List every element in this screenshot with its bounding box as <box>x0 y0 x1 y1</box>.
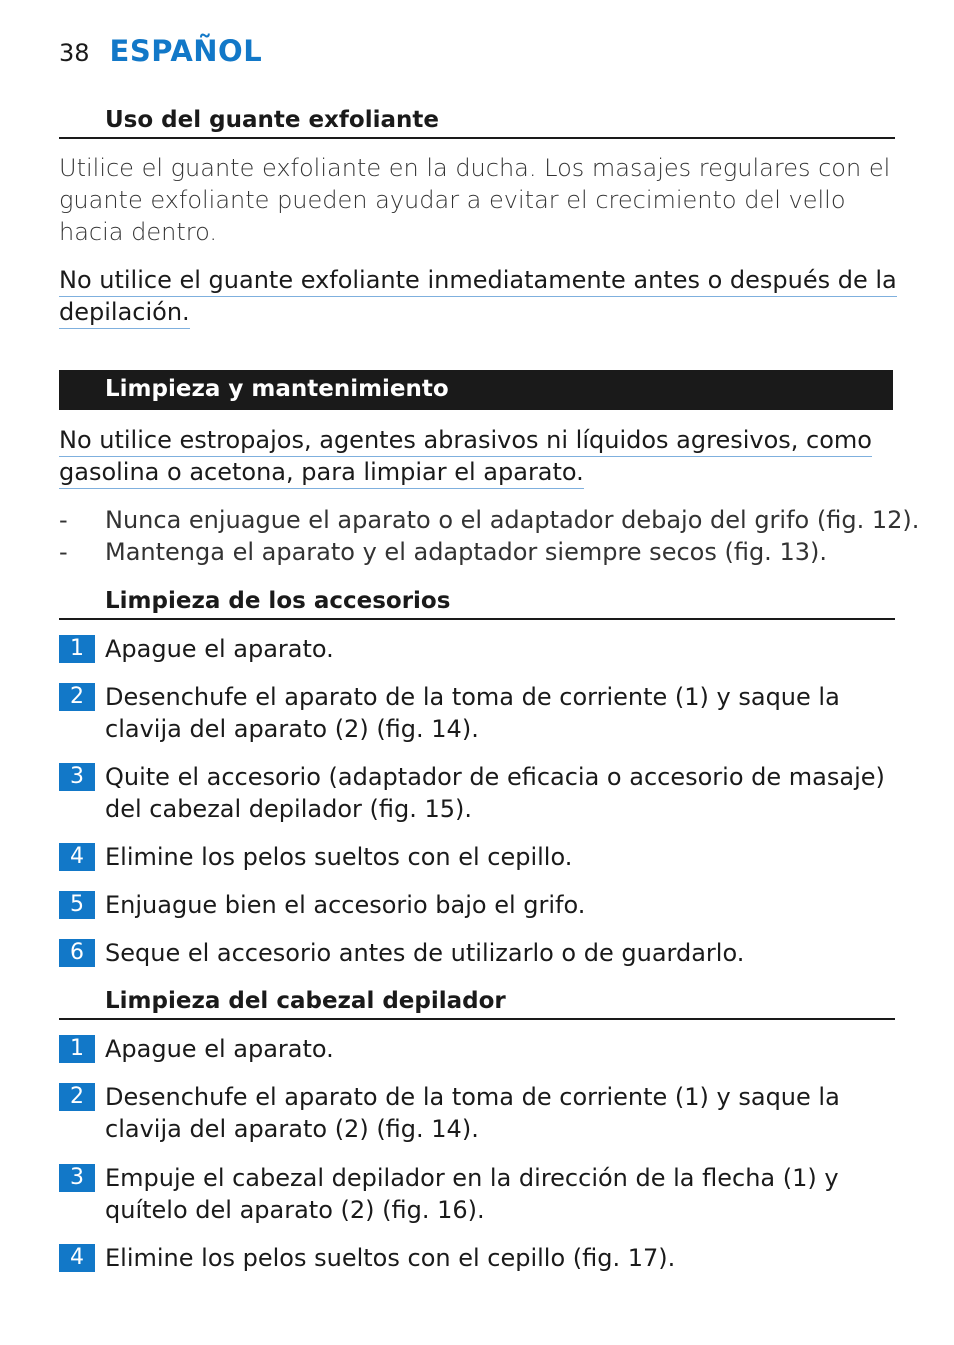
step-number-badge: 2 <box>59 1083 95 1111</box>
step-number-badge: 6 <box>59 939 95 967</box>
glove-heading <box>59 106 895 139</box>
cleaning-section-title: Limpieza y mantenimiento <box>105 376 449 402</box>
step-text: Desenchufe el aparato de la toma de corriente (1) y saque la clavija del aparato (2) (fig. 14). <box>105 683 840 743</box>
step-text: Desenchufe el aparato de la toma de corriente (1) y saque la clavija del aparato (2) (fig. 14). <box>105 1083 840 1143</box>
bullet-text: Mantenga el aparato y el adaptador siempre secos (fig. 13). <box>105 538 827 566</box>
step-text: Empuje el cabezal depilador en la dirección de la flecha (1) y quítelo del aparato (2) (fig. 16). <box>105 1164 839 1224</box>
step-text: Elimine los pelos sueltos con el cepillo. <box>105 843 573 871</box>
step-text: Apague el aparato. <box>105 635 334 663</box>
page-header <box>59 34 262 74</box>
step-number-badge: 3 <box>59 1164 95 1192</box>
head-heading-text: Limpieza del cabezal depilador <box>105 988 506 1014</box>
cleaning-warning-line-1: No utilice estropajos, agentes abrasivos ni líquidos agresivos, como <box>59 424 872 457</box>
step-number-badge: 1 <box>59 635 95 663</box>
bullet-dash: - <box>59 538 68 566</box>
step-text: Elimine los pelos sueltos con el cepillo (fig. 17). <box>105 1244 676 1272</box>
step-number-badge: 3 <box>59 763 95 791</box>
page-number: 38 <box>59 39 90 67</box>
head-heading <box>59 987 895 1020</box>
glove-warning-line-2: depilación. <box>59 296 190 329</box>
cleaning-section-bar <box>59 370 893 410</box>
bullet-text: Nunca enjuague el aparato o el adaptador debajo del grifo (fig. 12). <box>105 506 920 534</box>
bullet-dash: - <box>59 506 68 534</box>
step-number-badge: 4 <box>59 1244 95 1272</box>
accessories-heading-text: Limpieza de los accesorios <box>105 588 451 614</box>
step-number-badge: 4 <box>59 843 95 871</box>
step-text: Seque el accesorio antes de utilizarlo o de guardarlo. <box>105 939 745 967</box>
step-number-badge: 1 <box>59 1035 95 1063</box>
language-title: ESPAÑOL <box>109 34 263 68</box>
step-number-badge: 5 <box>59 891 95 919</box>
step-text: Apague el aparato. <box>105 1035 334 1063</box>
step-number-badge: 2 <box>59 683 95 711</box>
glove-paragraph: Utilice el guante exfoliante en la ducha. Los masajes regulares con el guante exfoliante pueden ayudar a evitar el crecimiento del vello hacia dentro. <box>59 154 891 246</box>
cleaning-warning-line-2: gasolina o acetona, para limpiar el aparato. <box>59 456 584 489</box>
glove-warning-line-1: No utilice el guante exfoliante inmediatamente antes o después de la <box>59 264 897 297</box>
accessories-heading <box>59 587 895 620</box>
step-text: Quite el accesorio (adaptador de eficacia o accesorio de masaje) del cabezal depilador (fig. 15). <box>105 763 885 823</box>
glove-heading-text: Uso del guante exfoliante <box>105 107 439 133</box>
step-text: Enjuague bien el accesorio bajo el grifo. <box>105 891 586 919</box>
